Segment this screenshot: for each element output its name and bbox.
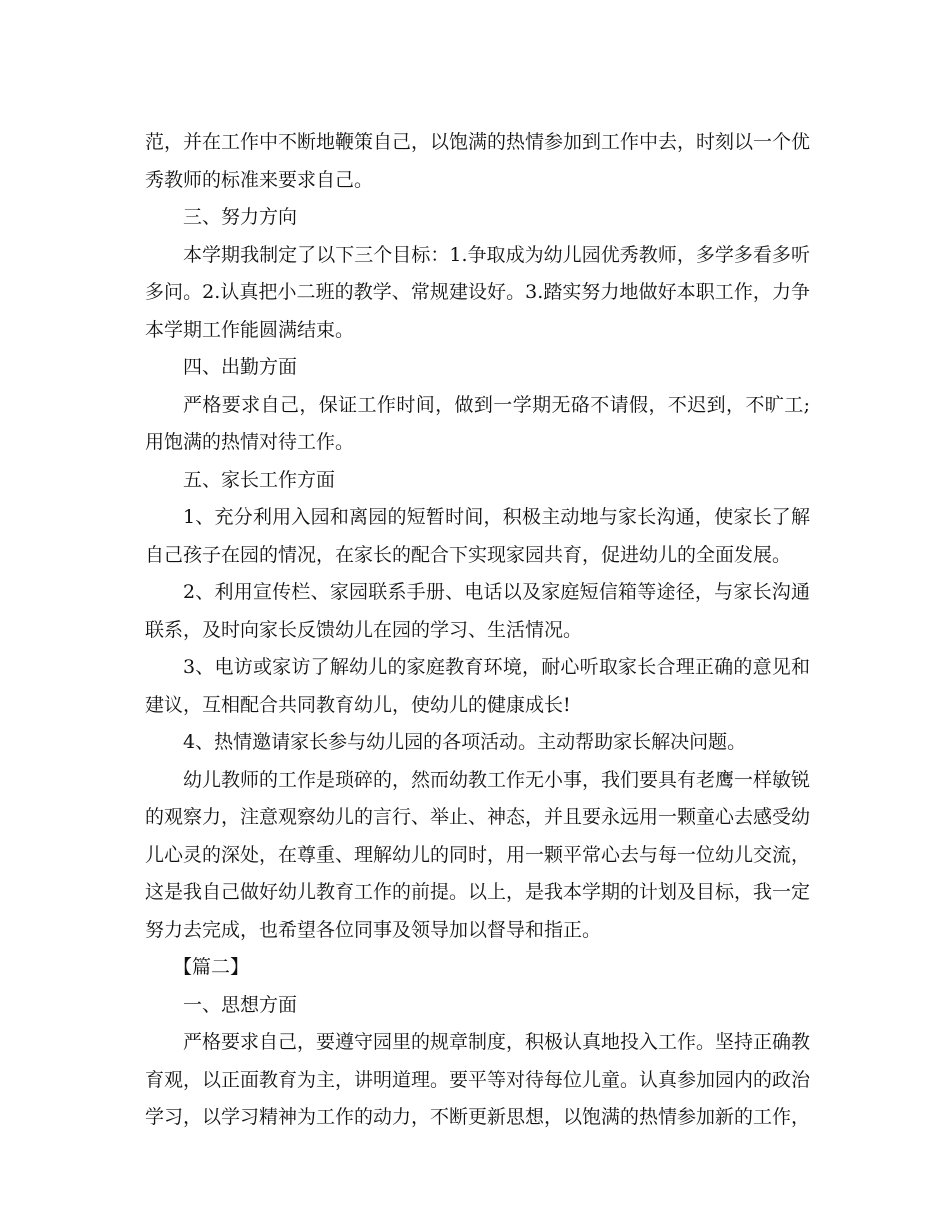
paragraph-parent-item-3: 3、电访或家访了解幼儿的家庭教育环境，耐心听取家长合理正确的意见和建议，互相配合共同教育幼儿，使幼儿的健康成长!	[145, 656, 810, 716]
paragraph-parent-item-4: 4、热情邀请家长参与幼儿园的各项活动。主动帮助家长解决问题。	[183, 731, 747, 753]
section-heading-effort-direction: 三、努力方向	[183, 206, 298, 228]
paragraph-goals: 本学期我制定了以下三个目标：1.争取成为幼儿园优秀教师，多学多看多听多问。2.认真把小二班的教学、常规建设好。3.踏实努力地做好本职工作，力争本学期工作能圆满结束。	[145, 243, 810, 341]
paragraph-thinking: 严格要求自己，要遵守园里的规章制度，积极认真地投入工作。坚持正确教育观，以正面教育为主，讲明道理。要平等对待每位儿童。认真参加园内的政治学习，以学习精神为工作的动力，不断更新思想，以饱满的热情参加新的工作，	[145, 1031, 811, 1128]
section-heading-attendance: 四、出勤方面	[183, 356, 298, 378]
section-title-part-two: 【篇二】	[173, 956, 250, 978]
paragraph-continued: 范，并在工作中不断地鞭策自己，以饱满的热情参加到工作中去，时刻以一个优秀教师的标准来要求自己。	[145, 131, 811, 191]
paragraph-parent-item-1: 1、充分利用入园和离园的短暂时间，积极主动地与家长沟通，使家长了解自己孩子在园的情况，在家长的配合下实现家园共育，促进幼儿的全面发展。	[145, 506, 810, 566]
paragraph-conclusion: 幼儿教师的工作是琐碎的，然而幼教工作无小事，我们要具有老鹰一样敏锐的观察力，注意观察幼儿的言行、举止、神态，并且要永远用一颗童心去感受幼儿心灵的深处，在尊重、理解幼儿的同时，用一颗平常心去与每一位幼儿交流，这是我自己做好幼儿教育工作的前提。以上，是我本学期的计划及目标，我一定努力去完成，也希望各位同事及领导加以督导和指正。	[145, 768, 811, 941]
section-heading-parent-work: 五、家长工作方面	[183, 468, 336, 491]
paragraph-parent-item-2: 2、利用宣传栏、家园联系手册、电话以及家庭短信箱等途径，与家长沟通联系，及时向家长反馈幼儿在园的学习、生活情况。	[145, 581, 810, 641]
section-heading-thinking: 一、思想方面	[183, 993, 298, 1016]
document-body	[145, 124, 810, 1137]
paragraph-attendance: 严格要求自己，保证工作时间，做到一学期无硌不请假，不迟到，不旷工;用饱满的热情对待工作。	[145, 393, 810, 453]
